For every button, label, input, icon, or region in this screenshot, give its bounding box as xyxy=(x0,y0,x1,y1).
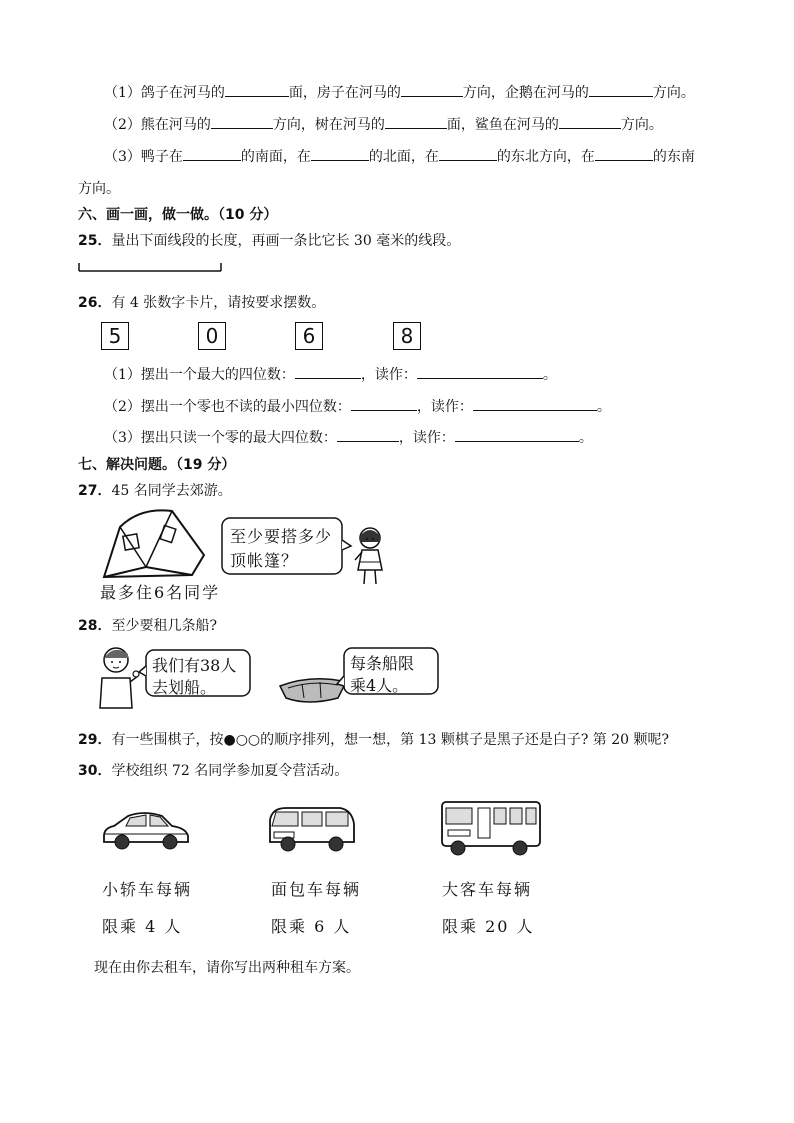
answer-blank[interactable] xyxy=(595,146,653,161)
question-text: 45 名同学去郊游。 xyxy=(111,483,232,499)
bubble-text: 乘4人。 xyxy=(350,676,409,695)
answer-blank[interactable] xyxy=(401,82,463,97)
answer-blank[interactable] xyxy=(183,146,241,161)
text: 方向。 xyxy=(620,117,663,133)
vehicle-caption: 大客车每辆 xyxy=(442,880,533,899)
text: 的南面，在 xyxy=(240,149,311,165)
q24-line-3 xyxy=(104,146,695,166)
digit-card: 5 xyxy=(101,322,129,350)
question-text: 学校组织 72 名同学参加夏令营活动。 xyxy=(111,763,349,779)
q29 xyxy=(78,729,669,749)
vehicle-caption: 面包车每辆 xyxy=(271,880,362,899)
question-text: 有一些围棋子，按●○○的顺序排列，想一想，第 13 颗棋子是黑子还是白子? 第 20 颗呢? xyxy=(111,732,670,748)
q30 xyxy=(78,760,348,780)
text: （2）摆出一个零也不读的最小四位数： xyxy=(104,399,351,415)
text: 方向，企鹅在河马的 xyxy=(462,85,589,101)
line-segment xyxy=(78,262,228,274)
q26-sub-3 xyxy=(104,427,593,447)
vehicle-caption: 限乘 6 人 xyxy=(271,917,352,936)
tent-illustration xyxy=(100,505,212,585)
text: 的东北方向，在 xyxy=(496,149,595,165)
text: 方向，树在河马的 xyxy=(272,117,385,133)
q26-sub-2 xyxy=(104,396,611,416)
bubble-text: 去划船。 xyxy=(152,678,217,697)
question-number: 25． xyxy=(78,233,112,249)
answer-blank[interactable] xyxy=(439,146,497,161)
boy-icon xyxy=(94,644,142,710)
van-icon xyxy=(266,804,358,854)
text: （1）摆出一个最大的四位数： xyxy=(104,367,295,383)
vehicle-caption: 限乘 4 人 xyxy=(102,917,183,936)
text: ，读作： xyxy=(416,399,473,415)
q24-line-1 xyxy=(104,82,695,102)
answer-blank[interactable] xyxy=(473,396,597,411)
q26 xyxy=(78,292,325,312)
text: 面，房子在河马的 xyxy=(288,85,401,101)
q27 xyxy=(78,480,232,500)
bubble-text: 我们有38人 xyxy=(152,656,237,675)
question-number: 26． xyxy=(78,295,112,311)
text: 的东南 xyxy=(652,149,695,165)
digit-card: 8 xyxy=(393,322,421,350)
digit-card: 0 xyxy=(198,322,226,350)
text: （1）鸽子在河马的 xyxy=(104,85,225,101)
bus-icon xyxy=(438,798,546,858)
answer-blank[interactable] xyxy=(225,82,289,97)
bubble-text: 至少要搭多少 xyxy=(230,527,333,546)
question-number: 27． xyxy=(78,483,112,499)
answer-blank[interactable] xyxy=(295,364,361,379)
answer-blank[interactable] xyxy=(455,427,579,442)
q30-footer: 现在由你去租车，请你写出两种租车方案。 xyxy=(94,960,360,976)
section-6-heading: 六、画一画，做一做。（10 分） xyxy=(78,207,278,223)
q24-line-2 xyxy=(104,114,663,134)
digit-card: 6 xyxy=(295,322,323,350)
text: 方向。 xyxy=(652,85,695,101)
bubble-text: 每条船限 xyxy=(350,654,415,673)
answer-blank[interactable] xyxy=(351,396,417,411)
vehicle-caption: 小轿车每辆 xyxy=(102,880,193,899)
q25 xyxy=(78,230,460,250)
answer-blank[interactable] xyxy=(311,146,369,161)
text: （2）熊在河马的 xyxy=(104,117,211,133)
text: （3）鸭子在 xyxy=(104,149,183,165)
girl-icon xyxy=(352,526,386,588)
answer-blank[interactable] xyxy=(559,114,621,129)
text: ，读作： xyxy=(360,367,417,383)
q26-sub-1 xyxy=(104,364,557,384)
answer-blank[interactable] xyxy=(589,82,653,97)
section-7-heading: 七、解决问题。（19 分） xyxy=(78,457,236,473)
car-icon xyxy=(100,808,192,852)
question-text: 至少要租几条船? xyxy=(111,618,217,634)
question-number: 28． xyxy=(78,618,112,634)
text: 面，鲨鱼在河马的 xyxy=(446,117,559,133)
text: ，读作： xyxy=(398,430,455,446)
answer-blank[interactable] xyxy=(211,114,273,129)
text: （3）摆出只读一个零的最大四位数： xyxy=(104,430,337,446)
answer-blank[interactable] xyxy=(417,364,543,379)
text: 。 xyxy=(596,399,611,415)
bubble-text: 顶帐篷？ xyxy=(230,551,299,570)
vehicle-caption: 限乘 20 人 xyxy=(442,917,535,936)
text: 的北面，在 xyxy=(368,149,439,165)
q24-line-4: 方向。 xyxy=(78,181,120,197)
text: 。 xyxy=(542,367,557,383)
answer-blank[interactable] xyxy=(385,114,447,129)
question-number: 30． xyxy=(78,763,112,779)
question-text: 有 4 张数字卡片，请按要求摆数。 xyxy=(111,295,326,311)
text: 。 xyxy=(578,430,593,446)
question-text: 量出下面线段的长度，再画一条比它长 30 毫米的线段。 xyxy=(111,233,461,249)
question-number: 29． xyxy=(78,732,112,748)
tent-caption: 最多住6名同学 xyxy=(100,583,221,602)
q28 xyxy=(78,615,217,635)
answer-blank[interactable] xyxy=(337,427,399,442)
